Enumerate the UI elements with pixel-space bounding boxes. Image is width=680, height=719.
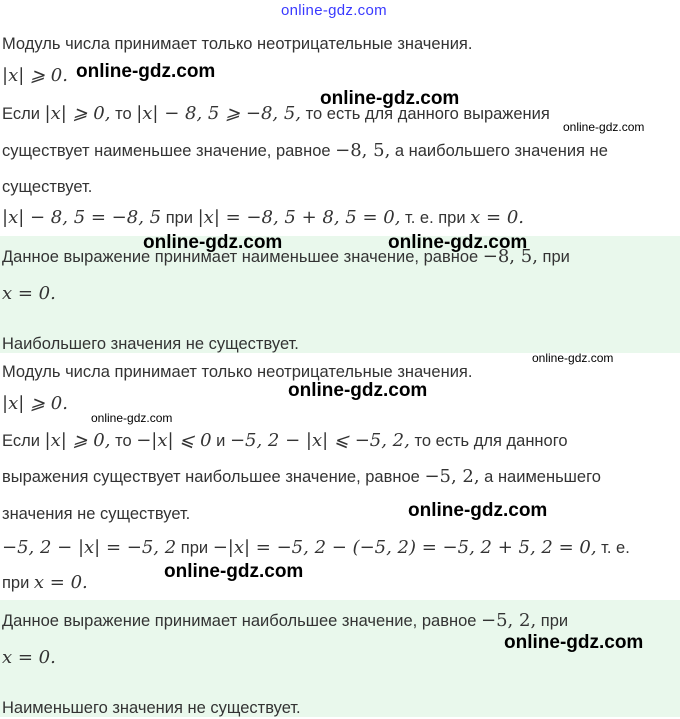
p1-line-2: |x| ⩾ 0. <box>2 65 68 86</box>
watermark: online-gdz.com <box>76 61 216 82</box>
p1-line-5: существует. <box>2 178 93 196</box>
watermark: online-gdz.com <box>408 500 548 521</box>
p2-line-6: −5, 2 − |x| = −5, 2 при −|x| = −5, 2 − (−5, 2) = −5, 2 + 5, 2 = 0, т. е. <box>2 537 630 558</box>
p1-answer-1: Данное выражение принимает наименьшее значение, равное −8, 5, при <box>2 246 570 267</box>
p2-line-5: значения не существует. <box>2 505 191 523</box>
watermark: online-gdz.com <box>388 232 528 253</box>
p2-line-2: |x| ⩾ 0. <box>2 393 68 414</box>
p1-line-4: существует наименьшее значение, равное −8, 5, а наибольшего значения не <box>2 140 608 161</box>
p2-answer-3: Наименьшего значения не существует. <box>2 699 301 717</box>
p2-line-4: выражения существует наибольшее значение, равное −5, 2, а наименьшего <box>2 466 601 487</box>
p2-line-3: Если |x| ⩾ 0, то −|x| ⩽ 0 и −5, 2 − |x| ⩽ −5, 2, то есть для данного <box>2 430 568 451</box>
p1-line-3: Если |x| ⩾ 0, то |x| − 8, 5 ⩾ −8, 5, то есть для данного выражения <box>2 103 550 124</box>
watermark: online-gdz.com <box>532 351 614 365</box>
watermark-top: online-gdz.com <box>281 2 387 19</box>
p2-answer-2: x = 0. <box>2 647 56 668</box>
p1-line-1: Модуль числа принимает только неотрицательные значения. <box>2 35 473 53</box>
p2-answer-1: Данное выражение принимает наибольшее значение, равное −5, 2, при <box>2 610 569 631</box>
watermark: online-gdz.com <box>91 411 173 425</box>
watermark: online-gdz.com <box>288 380 428 401</box>
watermark: online-gdz.com <box>504 632 644 653</box>
p1-answer-2: x = 0. <box>2 283 56 304</box>
watermark: online-gdz.com <box>320 88 460 109</box>
p2-line-7: при x = 0. <box>2 572 88 593</box>
watermark: online-gdz.com <box>563 120 645 134</box>
p2-line-1: Модуль числа принимает только неотрицательные значения. <box>2 363 473 381</box>
watermark: online-gdz.com <box>164 561 304 582</box>
p1-answer-3: Наибольшего значения не существует. <box>2 335 299 353</box>
watermark: online-gdz.com <box>143 232 283 253</box>
p1-line-6: |x| − 8, 5 = −8, 5 при |x| = −8, 5 + 8, 5 = 0, т. е. при x = 0. <box>2 207 525 228</box>
